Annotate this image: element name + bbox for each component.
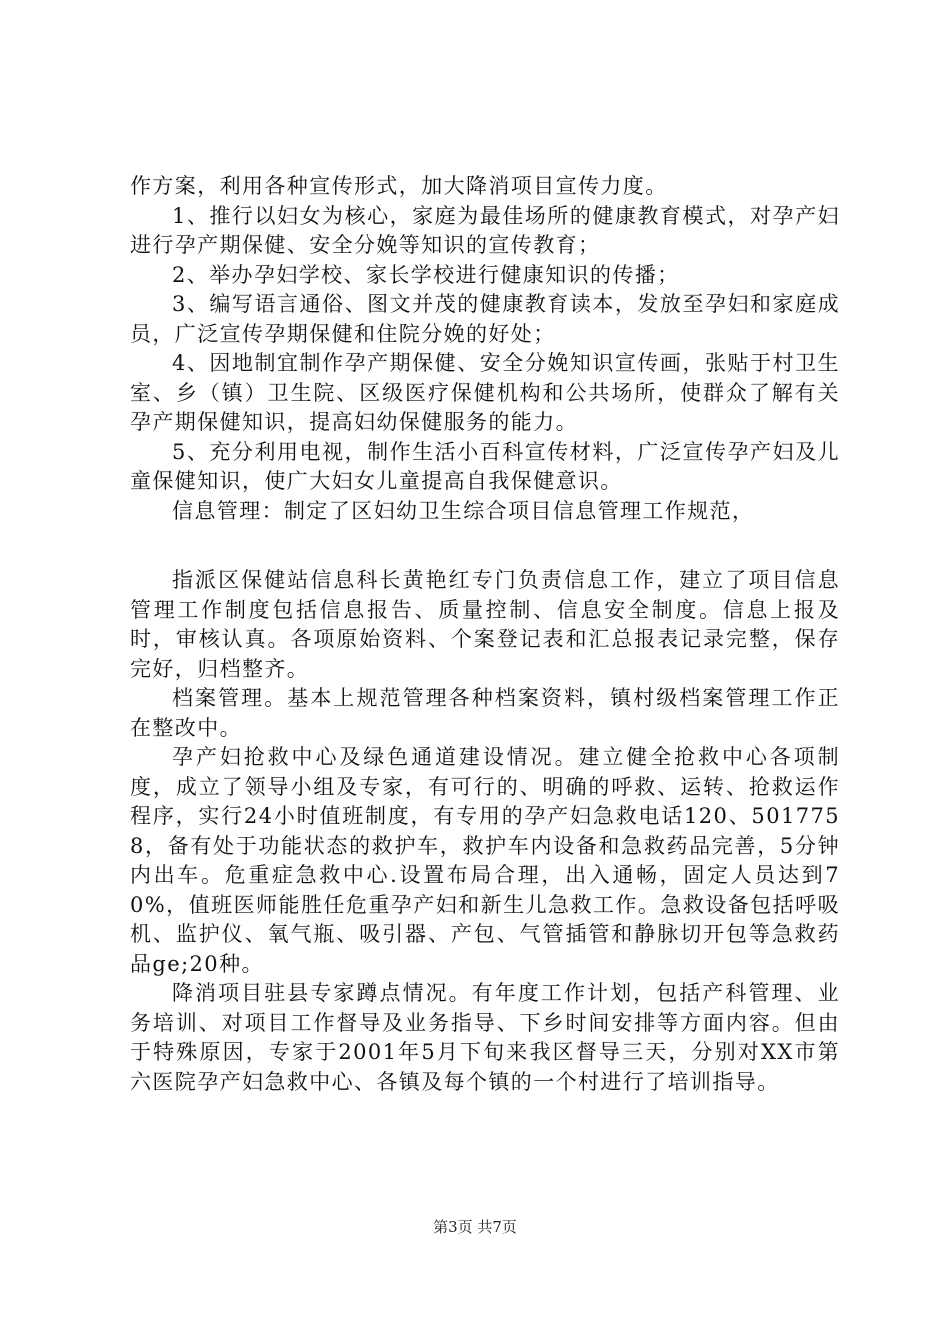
paragraph-info-staff: 指派区保健站信息科长黄艳红专门负责信息工作，建立了项目信息管理工作制度包括信息报告、质量控制、信息安全制度。信息上报及时，审核认真。各项原始资料、个案登记表和汇总报表记录完整，保存完好，归档整齐。 xyxy=(130,568,840,681)
paragraph-item-4: 4、因地制宜制作孕产期保健、安全分娩知识宣传画，张贴于村卫生室、乡（镇）卫生院、区级医疗保健机构和公共场所，使群众了解有关孕产期保健知识，提高妇幼保健服务的能力。 xyxy=(130,351,840,434)
paragraph-item-3: 3、编写语言通俗、图文并茂的健康教育读本，发放至孕妇和家庭成员，广泛宣传孕期保健和住院分娩的好处； xyxy=(130,292,840,346)
paragraph-rescue-center: 孕产妇抢救中心及绿色通道建设情况。建立健全抢救中心各项制度，成立了领导小组及专家，有可行的、明确的呼救、运转、抢救运作程序，实行24小时值班制度，有专用的孕产妇急救电话120、5017758，备有处于功能状态的救护车，救护车内设备和急救药品完善，5分钟内出车。危重症急救中心.设置布局合理，出入通畅，固定人员达到70%，值班医师能胜任危重孕产妇和新生儿急救工作。急救设备包括呼吸机、监护仪、氧气瓶、吸引器、产包、气管插管和静脉切开包等急救药品ge;20种。 xyxy=(130,745,840,976)
paragraph-intro: 作方案，利用各种宣传形式，加大降消项目宣传力度。 xyxy=(130,174,668,198)
paragraph-item-2: 2、举办孕妇学校、家长学校进行健康知识的传播； xyxy=(172,262,680,287)
paragraph-item-1: 1、推行以妇女为核心，家庭为最佳场所的健康教育模式，对孕产妇进行孕产期保健、安全分娩等知识的宣传教育； xyxy=(130,203,840,257)
paragraph-info-management: 信息管理：制定了区妇幼卫生综合项目信息管理工作规范， xyxy=(172,498,755,523)
page-number-footer: 第3页 共7页 xyxy=(433,1218,517,1236)
paragraph-item-5: 5、充分利用电视，制作生活小百科宣传材料，广泛宣传孕产妇及儿童保健知识，使广大妇女儿童提高自我保健意识。 xyxy=(130,439,840,493)
document-body xyxy=(130,172,840,1097)
paragraph-gap xyxy=(130,526,840,566)
paragraph-archive-management: 档案管理。基本上规范管理各种档案资料，镇村级档案管理工作正在整改中。 xyxy=(130,686,840,740)
paragraph-expert-visit: 降消项目驻县专家蹲点情况。有年度工作计划，包括产科管理、业务培训、对项目工作督导及业务指导、下乡时间安排等方面内容。但由于特殊原因，专家于2001年5月下旬来我区督导三天，分别对XX市第六医院孕产妇急救中心、各镇及每个镇的一个村进行了培训指导。 xyxy=(130,981,840,1094)
